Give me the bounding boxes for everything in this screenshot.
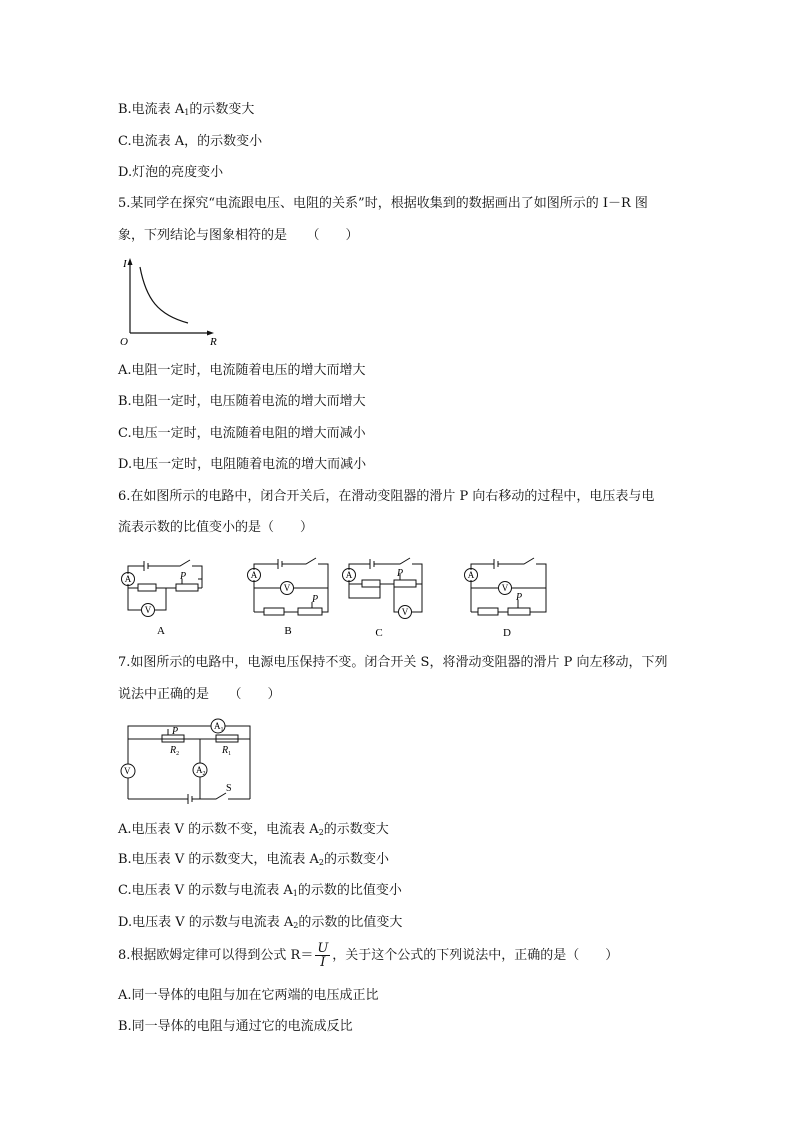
circuit-a xyxy=(128,560,202,610)
q7-circuit-figure xyxy=(118,712,263,805)
q4-option-b-text: B.电流表 A xyxy=(118,102,185,117)
q5-option-b: B.电阻一定时，电压随着电流的增大而增大 xyxy=(118,394,366,409)
q4-option-b xyxy=(118,101,254,122)
q6-stem-line-1: 6.在如图所示的电路中，闭合开关后，在滑动变阻器的滑片 P 向右移动的过程中，电压表与电 xyxy=(118,489,655,504)
q5-stem-line-2: 象，下列结论与图象相符的是 （ ） xyxy=(118,228,359,243)
fraction-denominator: I xyxy=(320,955,326,970)
circuit-label-a: A xyxy=(157,625,165,637)
q4-option-d: D.灯泡的亮度变小 xyxy=(118,165,224,180)
fraction-numerator: U xyxy=(317,941,329,956)
q8-option-b: B.同一导体的电阻与通过它的电流成反比 xyxy=(118,1019,353,1034)
subscript: 1 xyxy=(184,108,190,117)
subscript: 2 xyxy=(293,921,299,930)
slider-label: P xyxy=(516,592,523,603)
ammeter-label: A xyxy=(345,570,353,580)
slider-label: P xyxy=(180,571,187,582)
q7-option-c xyxy=(118,882,402,903)
q8-option-a: A.同一导体的电阻与加在它两端的电压成正比 xyxy=(118,988,379,1003)
q7-stem-line-2: 说法中正确的是 （ ） xyxy=(118,687,281,702)
circuit-label-b: B xyxy=(284,625,292,637)
q7-stem-line-1: 7.如图所示的电路中，电源电压保持不变。闭合开关 S，将滑动变阻器的滑片 P 向左移动，下列 xyxy=(118,655,668,670)
slider-label: P xyxy=(172,726,179,737)
y-axis-arrow xyxy=(128,258,133,265)
q7-option-c-tail: 的示数的比值变小 xyxy=(297,883,402,898)
inverse-curve xyxy=(140,267,188,323)
q7-option-b xyxy=(118,851,389,872)
q4-option-b-tail: 的示数变大 xyxy=(189,102,255,117)
q7-option-a-text: A.电压表 V 的示数不变，电流表 A xyxy=(118,822,319,837)
circuit-d xyxy=(471,558,546,615)
ammeter-a1-label: $A_1$ xyxy=(214,721,224,733)
ammeter-label: A xyxy=(124,574,132,584)
q7-option-b-tail: 的示数变小 xyxy=(323,852,389,867)
q7-option-d-text: D.电压表 V 的示数与电流表 A xyxy=(118,915,294,930)
voltmeter-label: V xyxy=(144,605,152,615)
q5-option-a: A.电阻一定时，电流随着电压的增大而增大 xyxy=(118,363,366,378)
q6-stem-line-2: 流表示数的比值变小的是（ ） xyxy=(118,520,314,535)
q5-option-c: C.电压一定时，电流随着电阻的增大而减小 xyxy=(118,426,366,441)
slider-label: P xyxy=(397,568,404,579)
subscript: 2 xyxy=(318,828,324,837)
q8-stem xyxy=(118,941,618,971)
ohm-fraction xyxy=(315,942,330,969)
q8-stem-text: 8.根据欧姆定律可以得到公式 R＝ xyxy=(118,948,314,963)
circuit-c xyxy=(349,558,422,612)
q6-circuits-figure xyxy=(118,552,558,644)
q5-ir-graph xyxy=(110,253,230,348)
origin-label: O xyxy=(120,336,128,348)
ammeter-label: A xyxy=(467,570,475,580)
q7-option-b-text: B.电压表 V 的示数变大，电流表 A xyxy=(118,852,319,867)
q5-option-d: D.电压一定时，电阻随着电流的增大而减小 xyxy=(118,457,367,472)
q7-option-c-text: C.电压表 V 的示数与电流表 A xyxy=(118,883,293,898)
ammeter-label: A xyxy=(250,570,258,580)
q5-stem-line-1: 5.某同学在探究“电流跟电压、电阻的关系”时，根据收集到的数据画出了如图所示的 I－R 图 xyxy=(118,196,648,211)
circuit-b xyxy=(254,558,328,615)
circuit-label-c: C xyxy=(375,627,383,639)
r2-label: $R_2$ xyxy=(170,745,180,757)
q4-option-c: C.电流表 A，的示数变小 xyxy=(118,134,263,149)
x-axis-label: R xyxy=(210,336,217,348)
r1-label: $R_1$ xyxy=(222,745,232,757)
x-axis-arrow xyxy=(207,331,214,336)
voltmeter-label: V xyxy=(401,607,409,617)
q7-option-d xyxy=(118,914,402,935)
voltmeter-label: V xyxy=(124,766,131,776)
subscript: 2 xyxy=(318,858,324,867)
q8-stem-tail: ，关于这个公式的下列说法中，正确的是（ ） xyxy=(332,948,619,963)
q7-option-a xyxy=(118,821,389,842)
circuit-label-d: D xyxy=(503,627,511,639)
q7-option-a-tail: 的示数变大 xyxy=(323,822,389,837)
y-axis-label: I xyxy=(123,258,127,270)
ammeter-a2-label: $A_2$ xyxy=(196,765,206,777)
slider-label: P xyxy=(312,594,319,605)
q7-option-d-tail: 的示数的比值变大 xyxy=(298,915,403,930)
voltmeter-label: V xyxy=(501,583,509,593)
voltmeter-label: V xyxy=(283,583,291,593)
subscript: 1 xyxy=(292,889,298,898)
switch-label: S xyxy=(226,783,232,794)
